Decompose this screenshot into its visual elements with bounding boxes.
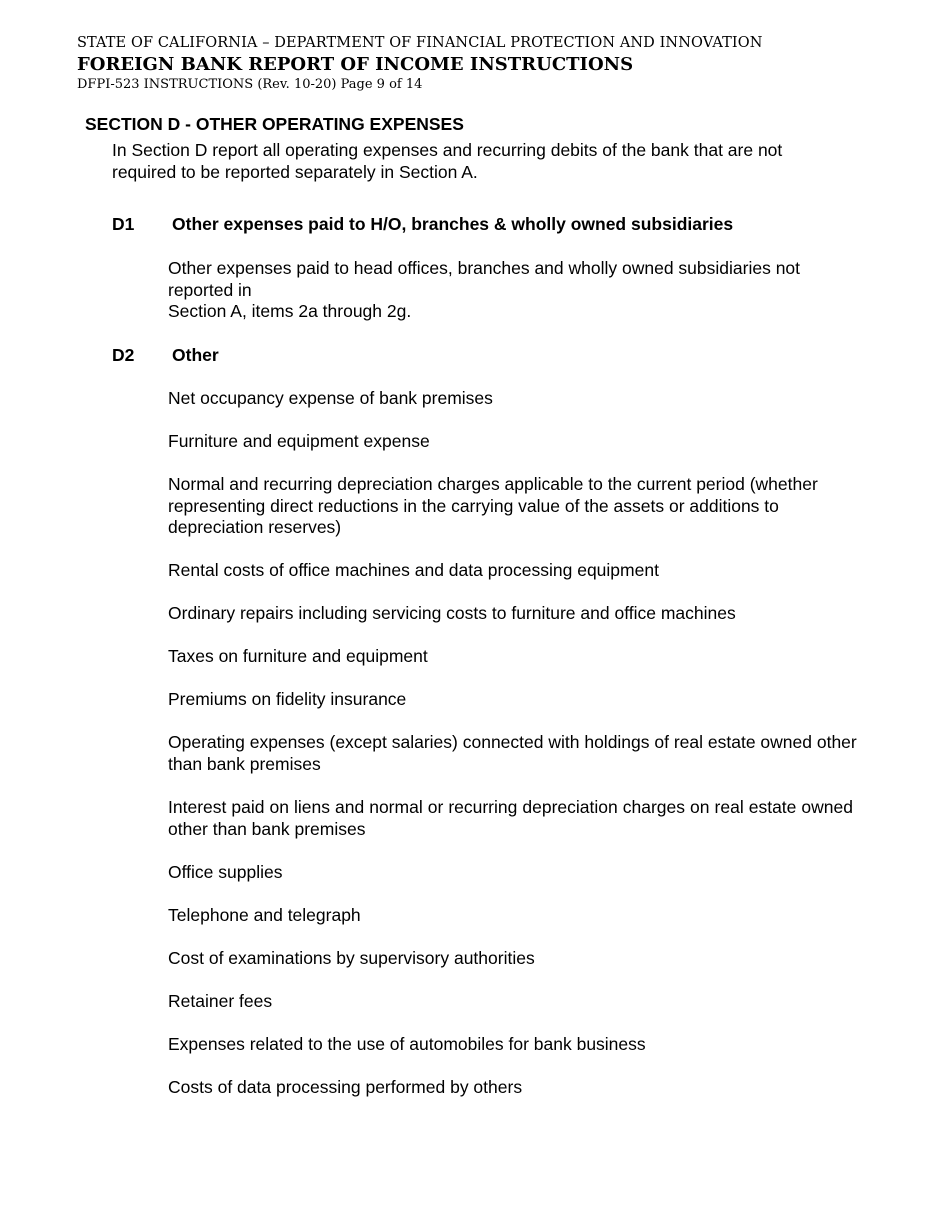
section-title: SECTION D - OTHER OPERATING EXPENSES: [85, 114, 464, 134]
d2-item: Premiums on fidelity insurance: [168, 689, 407, 709]
item-code-d1: D1: [112, 214, 135, 234]
d2-item: Rental costs of office machines and data processing equipment: [168, 560, 659, 580]
item-title-d2: Other: [172, 345, 219, 365]
d2-item: Retainer fees: [168, 991, 273, 1011]
d2-item: Interest paid on liens and normal or recurring depreciation charges on real estate owned other than bank premises: [168, 797, 853, 839]
agency-line: STATE OF CALIFORNIA – DEPARTMENT OF FINANCIAL PROTECTION AND INNOVATION: [77, 35, 763, 51]
intro-line: In Section D report all operating expenses and recurring debits of the bank that are not: [112, 140, 783, 160]
item-title-d1: Other expenses paid to H/O, branches & wholly owned subsidiaries: [172, 214, 734, 234]
d2-item: Expenses related to the use of automobiles for bank business: [168, 1034, 646, 1054]
d2-item: Normal and recurring depreciation charges applicable to the current period (whether representing direct reductions in the carrying value of the assets or additions to depreciation reserves): [168, 474, 818, 537]
document-title: FOREIGN BANK REPORT OF INCOME INSTRUCTIONS: [77, 54, 634, 75]
d2-item: Costs of data processing performed by others: [168, 1077, 523, 1097]
d2-item: Cost of examinations by supervisory authorities: [168, 948, 535, 968]
d2-item: Operating expenses (except salaries) connected with holdings of real estate owned other than bank premises: [168, 732, 857, 774]
d2-item: Ordinary repairs including servicing costs to furniture and office machines: [168, 603, 736, 623]
d1-line: Section A, items 2a through 2g.: [168, 301, 412, 321]
d1-line: reported in: [168, 279, 252, 300]
section-intro: [112, 140, 852, 183]
item-code-d2: D2: [112, 345, 135, 365]
form-reference: DFPI-523 INSTRUCTIONS (Rev. 10-20) Page 9 of 14: [77, 77, 423, 92]
d2-item: Office supplies: [168, 862, 283, 882]
d1-line: Other expenses paid to head offices, branches and wholly owned subsidiaries not: [168, 258, 801, 278]
d1-description: [168, 258, 863, 323]
d2-item: Net occupancy expense of bank premises: [168, 388, 493, 408]
d2-item: Furniture and equipment expense: [168, 431, 430, 451]
d2-item: Telephone and telegraph: [168, 905, 361, 925]
d2-item: Taxes on furniture and equipment: [168, 646, 428, 666]
intro-line: required to be reported separately in Section A.: [112, 161, 478, 182]
